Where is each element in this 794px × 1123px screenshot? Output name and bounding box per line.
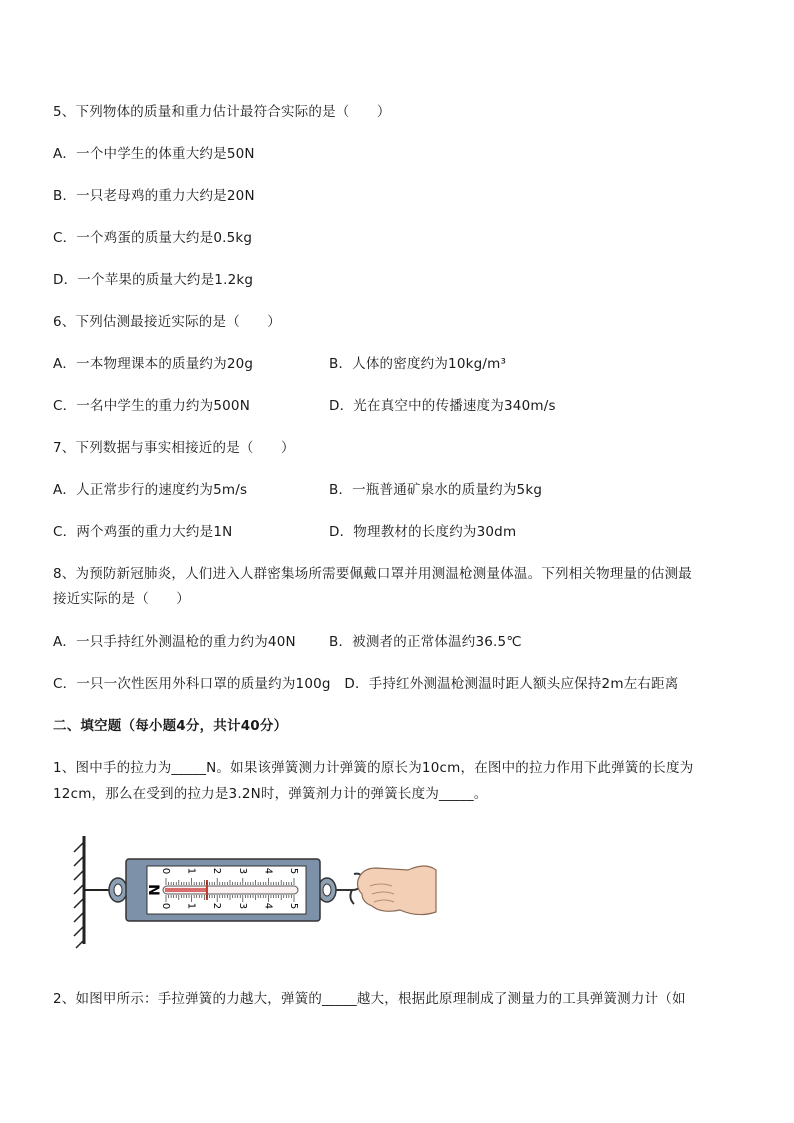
q8-option-b: B．被测者的正常体温约36.5℃ <box>329 634 522 650</box>
fill1-line2: 12cm，那么在受到的拉力是3.2N时，弹簧剂力计的弹簧长度为_____。 <box>53 786 488 802</box>
scale-label-top: 3 <box>236 867 248 875</box>
q7-option-d: D．物理教材的长度约为30dm <box>329 524 517 540</box>
q6-option-d: D．光在真空中的传播速度为340m/s <box>329 398 556 414</box>
unit-label: N <box>145 884 161 896</box>
q8-stem-line1: 8、为预防新冠肺炎，人们进入人群密集场所需要佩戴口罩并用测温枪测量体温。下列相关物理量的估测最 <box>53 566 692 582</box>
fill2-line1: 2、如图甲所示：手拉弹簧的力越大，弹簧的_____越大，根据此原理制成了测量力的工具弹簧测力计（如 <box>53 991 686 1007</box>
scale-label-bottom: 0 <box>160 902 171 910</box>
q6-option-c: C．一名中学生的重力约为500N <box>53 398 250 414</box>
q6-option-b: B．人体的密度约为10kg/m³ <box>329 356 507 372</box>
section-title: 二、填空题（每小题4分，共计40分） <box>53 718 288 734</box>
scale-label-top: 0 <box>160 867 171 875</box>
q6-option-a: A．一本物理课本的质量约为20g <box>53 356 254 372</box>
fill1-line1: 1、图中手的拉力为_____N。如果该弹簧测力计弹簧的原长为10cm，在图中的拉力作用下此弹簧的长度为 <box>53 760 694 776</box>
q7-option-c: C．两个鸡蛋的重力大约是1N <box>53 524 233 540</box>
scale-label-top: 5 <box>288 867 299 875</box>
scale-label-top: 2 <box>211 867 223 875</box>
q7-option-b: B．一瓶普通矿泉水的质量约为5kg <box>329 482 543 498</box>
scale-label-bottom: 2 <box>211 902 223 910</box>
hand <box>358 866 437 915</box>
q5-option-c: C．一个鸡蛋的质量大约是0.5kg <box>53 230 253 246</box>
q7-option-a: A．人正常步行的速度约为5m/s <box>53 482 248 498</box>
q6-stem: 6、下列估测最接近实际的是（ ） <box>53 314 281 330</box>
spring-scale-diagram <box>70 832 450 952</box>
q5-option-b: B．一只老母鸡的重力大约是20N <box>53 188 255 204</box>
spring-scale-figure <box>70 832 450 956</box>
scale-label-top: 1 <box>185 867 197 875</box>
q5-option-d: D．一个苹果的质量大约是1.2kg <box>53 272 254 288</box>
scale-label-bottom: 4 <box>262 902 274 910</box>
q5-option-a: A．一个中学生的体重大约是50N <box>53 146 255 162</box>
scale-label-bottom: 1 <box>185 902 197 910</box>
scale-label-bottom: 5 <box>288 902 299 910</box>
q7-stem: 7、下列数据与事实相接近的是（ ） <box>53 440 295 456</box>
q8-option-cd: C．一只一次性医用外科口罩的质量约为100g D．手持红外测温枪测温时距人额头应保持2m左右距离 <box>53 676 679 692</box>
q8-option-a: A．一只手持红外测温枪的重力约为40N <box>53 634 296 650</box>
q5-stem: 5、下列物体的质量和重力估计最符合实际的是（ ） <box>53 104 391 120</box>
scale-label-top: 4 <box>262 867 274 875</box>
q8-stem-line2: 接近实际的是（ ） <box>53 591 190 607</box>
scale-label-bottom: 3 <box>236 902 248 910</box>
spring-indicator <box>165 888 207 892</box>
